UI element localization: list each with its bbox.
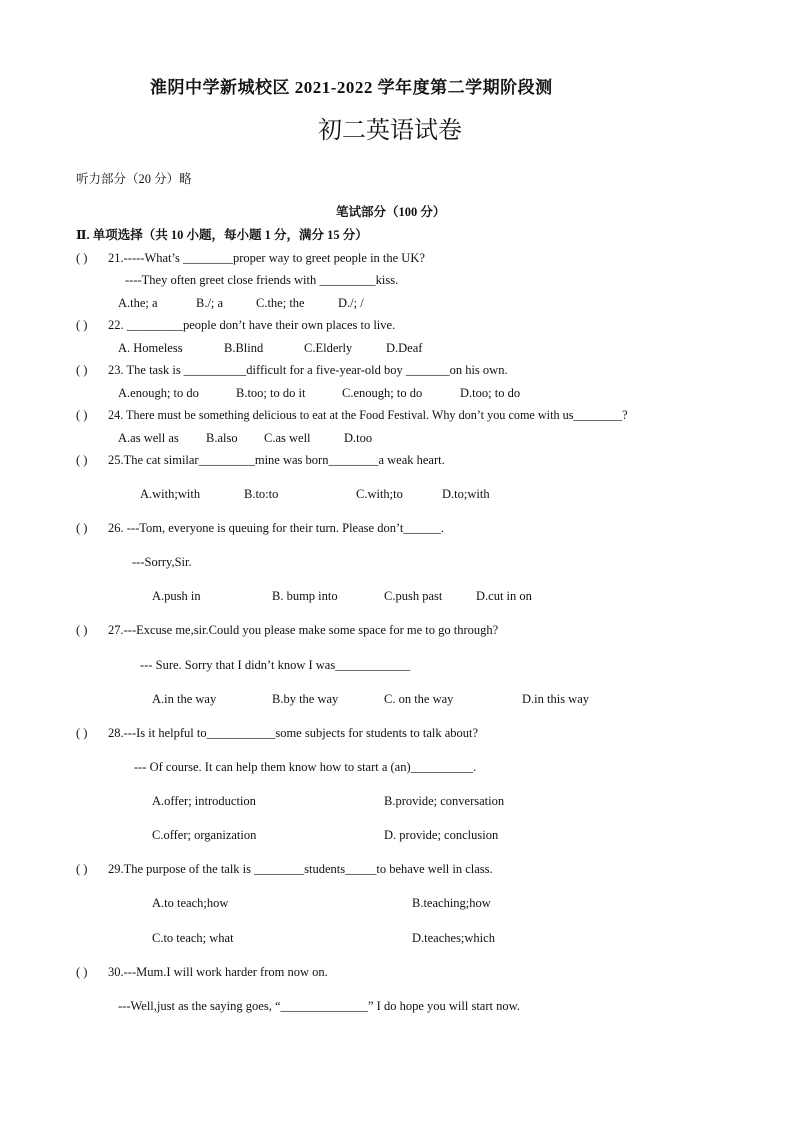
q29-option-c: C.to teach; what [152,931,234,945]
q26-option-c: C.push past [384,589,443,603]
q27-option-b: B.by the way [272,692,339,706]
q26-stem: 26. ---Tom, everyone is queuing for their turn. Please don’t______. [108,521,444,535]
answer-paren: ( ) [76,965,88,979]
part2-heading: Ⅱ. 单项选择（共 10 小题，每小题 1 分，满分 15 分） [76,228,368,242]
q28-option-d: D. provide; conclusion [384,828,499,842]
q21-option-c: C.the; the [256,296,305,310]
q25-option-b: B.to:to [244,487,279,501]
exam-subtitle: 初二英语试卷 [318,118,462,144]
q28-option-b: B.provide; conversation [384,794,505,808]
q26-line2: ---Sorry,Sir. [132,555,192,569]
q21-line2: ----They often greet close friends with _________kiss. [125,273,399,287]
q25-option-d: D.to;with [442,487,490,501]
q22-option-c: C.Elderly [304,341,353,355]
q25-option-c: C.with;to [356,487,403,501]
q26-option-a: A.push in [152,589,201,603]
q22-stem: 22. _________people don’t have their own places to live. [108,318,396,332]
q29-option-d: D.teaches;which [412,931,495,945]
q21-stem: 21.-----What’s ________proper way to greet people in the UK? [108,251,425,265]
q24-option-d: D.too [344,431,373,445]
q24-stem: 24. There must be something delicious to eat at the Food Festival. Why don’t you come with us________? [108,408,628,422]
listening-section: 听力部分（20 分）略 [76,172,192,186]
q23-stem: 23. The task is __________difficult for a five-year-old boy _______on his own. [108,363,508,377]
answer-paren: ( ) [76,408,88,422]
writing-section: 笔试部分（100 分） [336,205,446,219]
q23-option-a: A.enough; to do [118,386,199,400]
answer-paren: ( ) [76,363,88,377]
q28-option-a: A.offer; introduction [152,794,256,808]
q29-stem: 29.The purpose of the talk is ________students_____to behave well in class. [108,862,493,876]
q25-stem: 25.The cat similar_________mine was born________a weak heart. [108,453,445,467]
answer-paren: ( ) [76,453,88,467]
q30-stem: 30.---Mum.I will work harder from now on. [108,965,328,979]
q27-option-d: D.in this way [522,692,590,706]
q28-stem: 28.---Is it helpful to___________some subjects for students to talk about? [108,726,479,740]
q23-option-b: B.too; to do it [236,386,306,400]
answer-paren: ( ) [76,623,88,637]
q24-option-b: B.also [206,431,238,445]
q29-option-a: A.to teach;how [152,896,229,910]
q27-stem: 27.---Excuse me,sir.Could you please make some space for me to go through? [108,623,499,637]
answer-paren: ( ) [76,521,88,535]
q23-option-d: D.too; to do [460,386,521,400]
answer-paren: ( ) [76,318,88,332]
q24-option-a: A.as well as [118,431,179,445]
q26-option-b: B. bump into [272,589,338,603]
exam-title: 淮阴中学新城校区 2021-2022 学年度第二学期阶段测 [150,78,553,97]
answer-paren: ( ) [76,726,88,740]
q22-option-a: A. Homeless [118,341,183,355]
q22-option-b: B.Blind [224,341,264,355]
q27-option-c: C. on the way [384,692,454,706]
q26-option-d: D.cut in on [476,589,532,603]
q23-option-c: C.enough; to do [342,386,423,400]
q28-option-c: C.offer; organization [152,828,257,842]
answer-paren: ( ) [76,862,88,876]
q21-option-b: B./; a [196,296,224,310]
answer-paren: ( ) [76,251,88,265]
q27-line2: --- Sure. Sorry that I didn’t know I was____________ [140,658,411,672]
q22-option-d: D.Deaf [386,341,423,355]
q24-option-c: C.as well [264,431,311,445]
q21-option-a: A.the; a [118,296,158,310]
q25-option-a: A.with;with [140,487,201,501]
q29-option-b: B.teaching;how [412,896,491,910]
q30-line2: ---Well,just as the saying goes, “______________” I do hope you will start now. [118,999,520,1013]
q21-option-d: D./; / [338,296,364,310]
q28-line2: --- Of course. It can help them know how to start a (an)__________. [134,760,477,774]
q27-option-a: A.in the way [152,692,217,706]
